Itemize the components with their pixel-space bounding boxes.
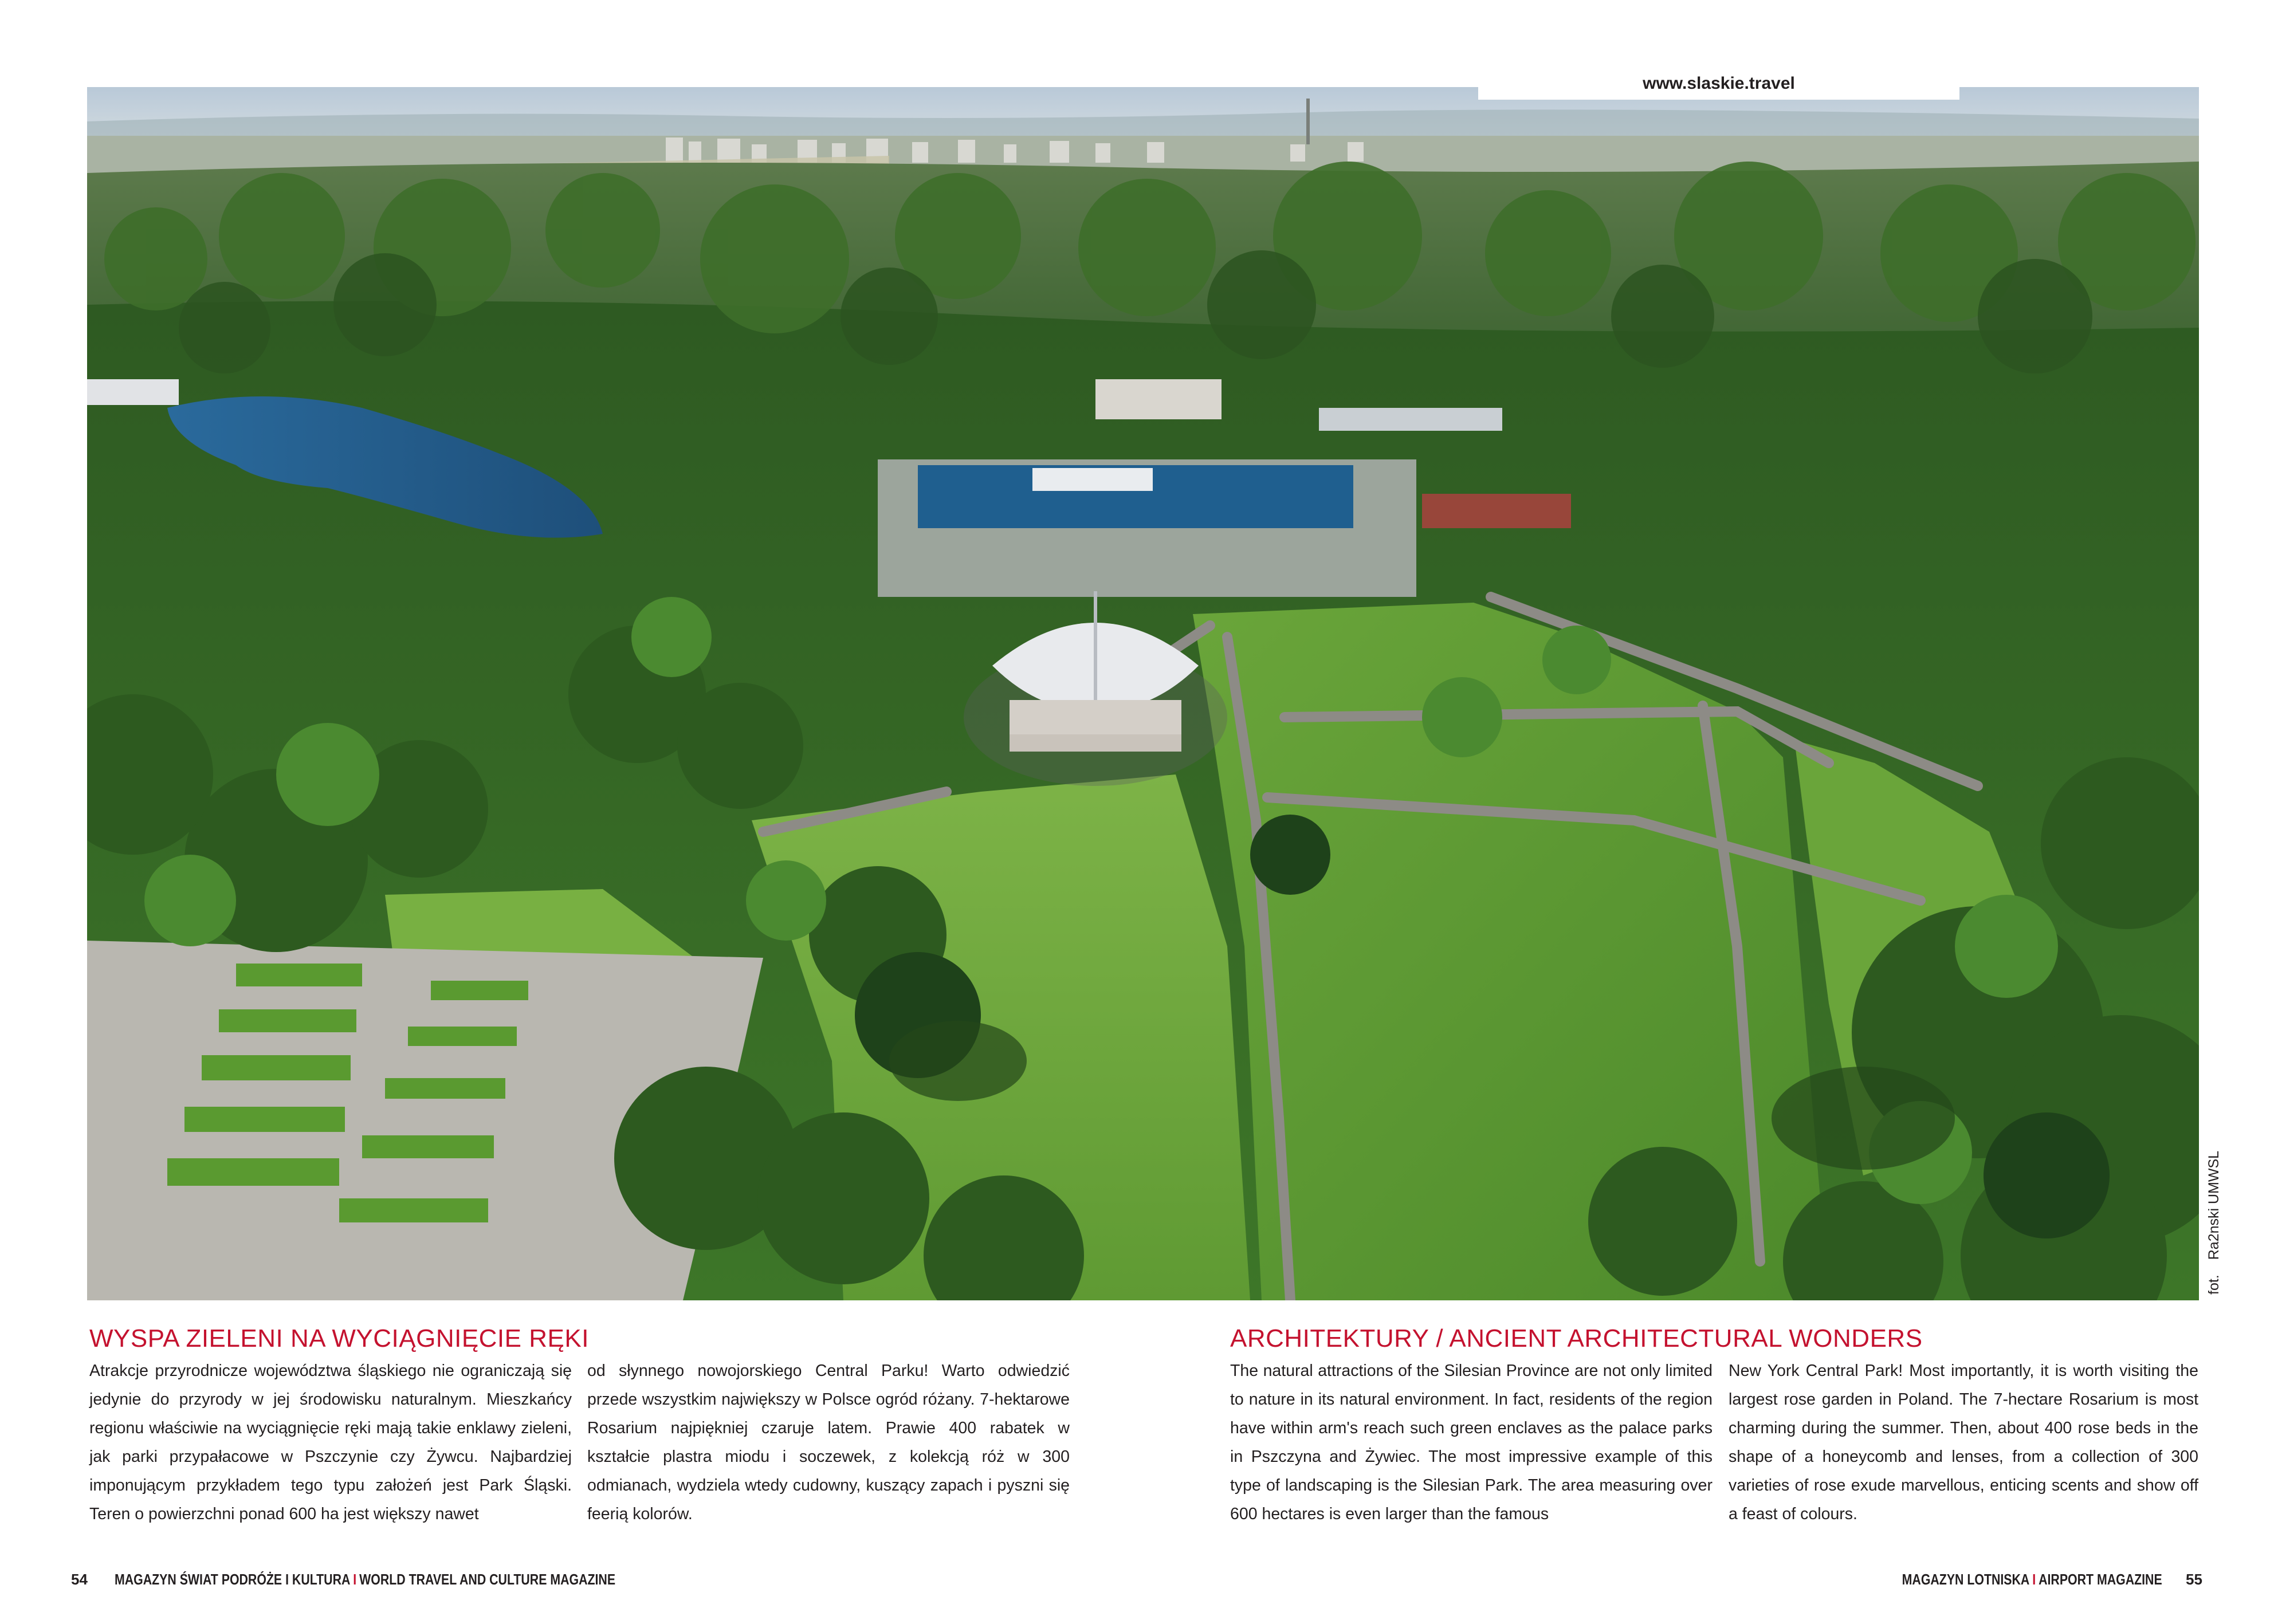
left-page-number: 54	[71, 1571, 88, 1588]
left-folio	[115, 1571, 615, 1588]
right-article-column-2: New York Central Park! Most importantly, it is worth visiting the largest rose garden in Poland. The 7-hectare Rosarium is most charming during the summer. Then, about 400 rose beds in the shape of a honeycomb and lenses, from a collection of 300 varieties of rose exude marvellous, enticing scents and show off a feast of colours.	[1729, 1362, 2198, 1523]
left-article-heading: WYSPA ZIELENI NA WYCIĄGNIĘCIE RĘKI	[89, 1324, 589, 1352]
left-article-column-1: Atrakcje przyrodnicze województwa śląskiego nie ograniczają się jedynie do przyrody w jej środowisku naturalnym. Mieszkańcy regionu właściwie na wyciągnięcie ręki mają takie enklawy zieleni, jak parki przypałacowe w Pszczynie czy Żywcu. Najbardziej imponującym przykładem tego typu założeń jest Park Śląski. Teren o powierzchni ponad 600 ha jest większy nawet	[89, 1362, 572, 1523]
right-folio-title-a: MAGAZYN LOTNISKA	[1902, 1571, 2030, 1588]
right-page-number: 55	[2186, 1571, 2202, 1588]
photo-credit-label: fot.	[2206, 1275, 2222, 1295]
website-url: www.slaskie.travel	[1478, 68, 1959, 100]
left-article-column-2: od słynnego nowojorskiego Central Parku! Warto odwiedzić przede wszystkim największy w Polsce ogród różany. 7-hektarowe Rosarium najpiękniej czaruje latem. Prawie 400 rabatek w kształcie plastra miodu i soczewek, z kolekcją róż w 300 odmianach, wydziela wtedy cudowny, kuszący zapach i pyszni się feerią kolorów.	[587, 1362, 1070, 1523]
aerial-park-photo	[87, 87, 2199, 1300]
left-folio-title-b: WORLD TRAVEL AND CULTURE MAGAZINE	[359, 1571, 616, 1588]
photo-credit	[2206, 1150, 2274, 1295]
photo-credit-name: Ra2nski UMWSL	[2206, 1150, 2222, 1260]
left-folio-title-a: MAGAZYN ŚWIAT PODRÓŻE I KULTURA	[115, 1571, 351, 1588]
right-folio	[1902, 1571, 2162, 1588]
left-folio-separator: I	[353, 1571, 357, 1588]
right-article-heading: ARCHITEKTURY / ANCIENT ARCHITECTURAL WONDERS	[1230, 1324, 1923, 1352]
right-folio-title-b: AIRPORT MAGAZINE	[2039, 1571, 2162, 1588]
right-article-column-1: The natural attractions of the Silesian Province are not only limited to nature in its natural environment. In fact, residents of the region have within arm's reach such green enclaves as the palace parks in Pszczyna and Żywiec. The most impressive example of this type of landscaping is the Silesian Park. The area measuring over 600 hectares is even larger than the famous	[1230, 1362, 1713, 1523]
right-folio-separator: I	[2032, 1571, 2036, 1588]
